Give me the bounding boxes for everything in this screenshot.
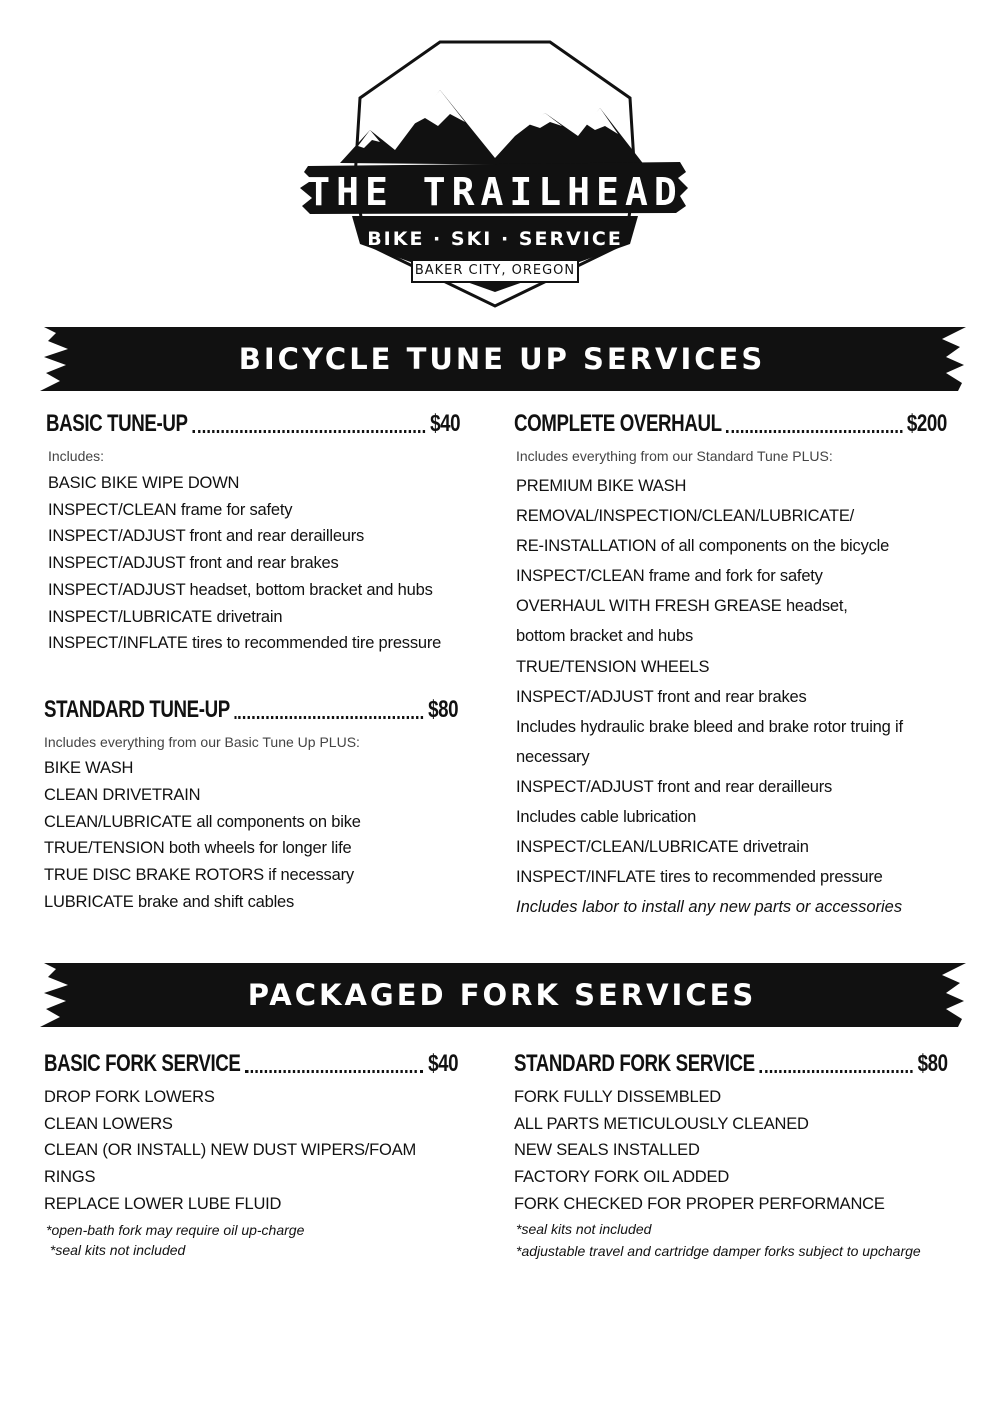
bicycle-section-title: BICYCLE TUNE UP SERVICES [238,342,766,376]
basic-tune-card [46,410,460,657]
overhaul-header [514,410,947,438]
list-item: TRUE/TENSION WHEELS [516,657,710,676]
list-item: Includes hydraulic brake bleed and brake rotor truing if [516,717,903,736]
list-item: INSPECT/ADJUST front and rear brakes [48,554,339,573]
list-item: INSPECT/ADJUST headset, bottom bracket and hubs [48,580,433,599]
standard-fork-list [514,1084,948,1218]
list-item: BIKE WASH [44,759,134,777]
overhaul-list [516,471,947,922]
trailhead-logo [300,38,690,310]
footnote: *open-bath fork may require oil up-charge [46,1221,305,1238]
list-item: PREMIUM BIKE WASH [516,477,687,495]
list-item: RINGS [44,1168,96,1187]
standard-fork-notes [514,1218,948,1262]
standard-tune-note: Includes everything from our Basic Tune Up PLUS: [44,734,360,750]
list-item: INSPECT/INFLATE tires to recommended tire pressure [48,634,442,653]
basic-fork-list [44,1084,458,1218]
list-item: INSPECT/CLEAN frame and fork for safety [516,567,823,586]
list-item: INSPECT/ADJUST front and rear derailleurs [48,527,365,546]
list-item: RE-INSTALLATION of all components on the bicycle [516,537,890,556]
basic-fork-notes [44,1220,458,1260]
basic-fork-card [44,1050,458,1260]
logo-location: BAKER CITY, OREGON [414,263,576,278]
list-item: CLEAN LOWERS [44,1114,173,1133]
basic-fork-price: $40 [428,1050,459,1077]
standard-fork-header [514,1050,948,1078]
basic-fork-header [44,1050,458,1078]
list-item: REMOVAL/INSPECTION/CLEAN/LUBRICATE/ [516,507,855,526]
overhaul-footer: Includes labor to install any new parts or accessories [516,898,903,917]
list-item: INSPECT/CLEAN frame for safety [48,500,293,519]
logo-name: THE TRAILHEAD [307,170,683,214]
list-item: DROP FORK LOWERS [44,1088,215,1106]
fork-section-title: PACKAGED FORK SERVICES [247,978,757,1012]
standard-fork-card [514,1050,948,1262]
basic-tune-header [46,410,460,438]
list-item: TRUE/TENSION both wheels for longer life [44,839,352,858]
list-item: CLEAN (OR INSTALL) NEW DUST WIPERS/FOAM [44,1141,417,1160]
dot-leader [245,1070,423,1073]
overhaul-name: COMPLETE OVERHAUL [514,410,722,437]
standard-fork-price: $80 [917,1050,948,1077]
basic-tune-price: $40 [430,410,461,437]
fork-section-banner [38,963,966,1027]
dot-leader [234,716,423,719]
list-item: REPLACE LOWER LUBE FLUID [44,1194,282,1213]
basic-tune-note: Includes: [48,448,105,464]
list-item: INSPECT/LUBRICATE drivetrain [48,607,283,626]
footnote: *seal kits not included [516,1220,652,1237]
dot-leader [759,1070,913,1073]
list-item: ALL PARTS METICULOUSLY CLEANED [514,1114,809,1133]
list-item: Includes cable lubrication [516,808,697,827]
list-item: TRUE DISC BRAKE ROTORS if necessary [44,866,354,885]
list-item: INSPECT/ADJUST front and rear derailleurs [516,777,833,796]
list-item: INSPECT/CLEAN/LUBRICATE drivetrain [516,838,809,857]
bicycle-section-banner [38,327,966,391]
list-item: bottom bracket and hubs [516,627,694,646]
list-item: INSPECT/ADJUST front and rear brakes [516,687,807,706]
standard-fork-name: STANDARD FORK SERVICE [514,1050,755,1077]
list-item: OVERHAUL WITH FRESH GREASE headset, [516,597,848,616]
list-item: LUBRICATE brake and shift cables [44,892,295,911]
list-item: CLEAN/LUBRICATE all components on bike [44,812,361,831]
overhaul-card [514,410,947,922]
list-item: FORK FULLY DISSEMBLED [514,1088,721,1106]
footnote: *seal kits not included [46,1241,186,1258]
list-item: FORK CHECKED FOR PROPER PERFORMANCE [514,1194,885,1213]
basic-tune-name: BASIC TUNE-UP [46,410,188,437]
logo-tagline: BIKE · SKI · SERVICE [367,228,623,250]
list-item: INSPECT/INFLATE tires to recommended pressure [516,868,883,887]
list-item: CLEAN DRIVETRAIN [44,785,201,804]
standard-tune-header [44,696,458,724]
standard-tune-price: $80 [428,696,459,723]
basic-fork-name: BASIC FORK SERVICE [44,1050,241,1077]
footnote: *adjustable travel and cartridge damper forks subject to upcharge [516,1242,921,1259]
overhaul-note: Includes everything from our Standard Tune PLUS: [516,448,833,464]
dot-leader [726,430,902,433]
basic-tune-list [48,470,460,657]
list-item: NEW SEALS INSTALLED [514,1141,700,1160]
dot-leader [192,430,425,433]
overhaul-price: $200 [906,410,947,437]
list-item: FACTORY FORK OIL ADDED [514,1168,730,1187]
list-item: BASIC BIKE WIPE DOWN [48,474,240,492]
standard-tune-name: STANDARD TUNE-UP [44,696,230,723]
standard-tune-list [44,755,458,916]
standard-tune-card [44,696,458,916]
list-item: necessary [516,747,590,766]
